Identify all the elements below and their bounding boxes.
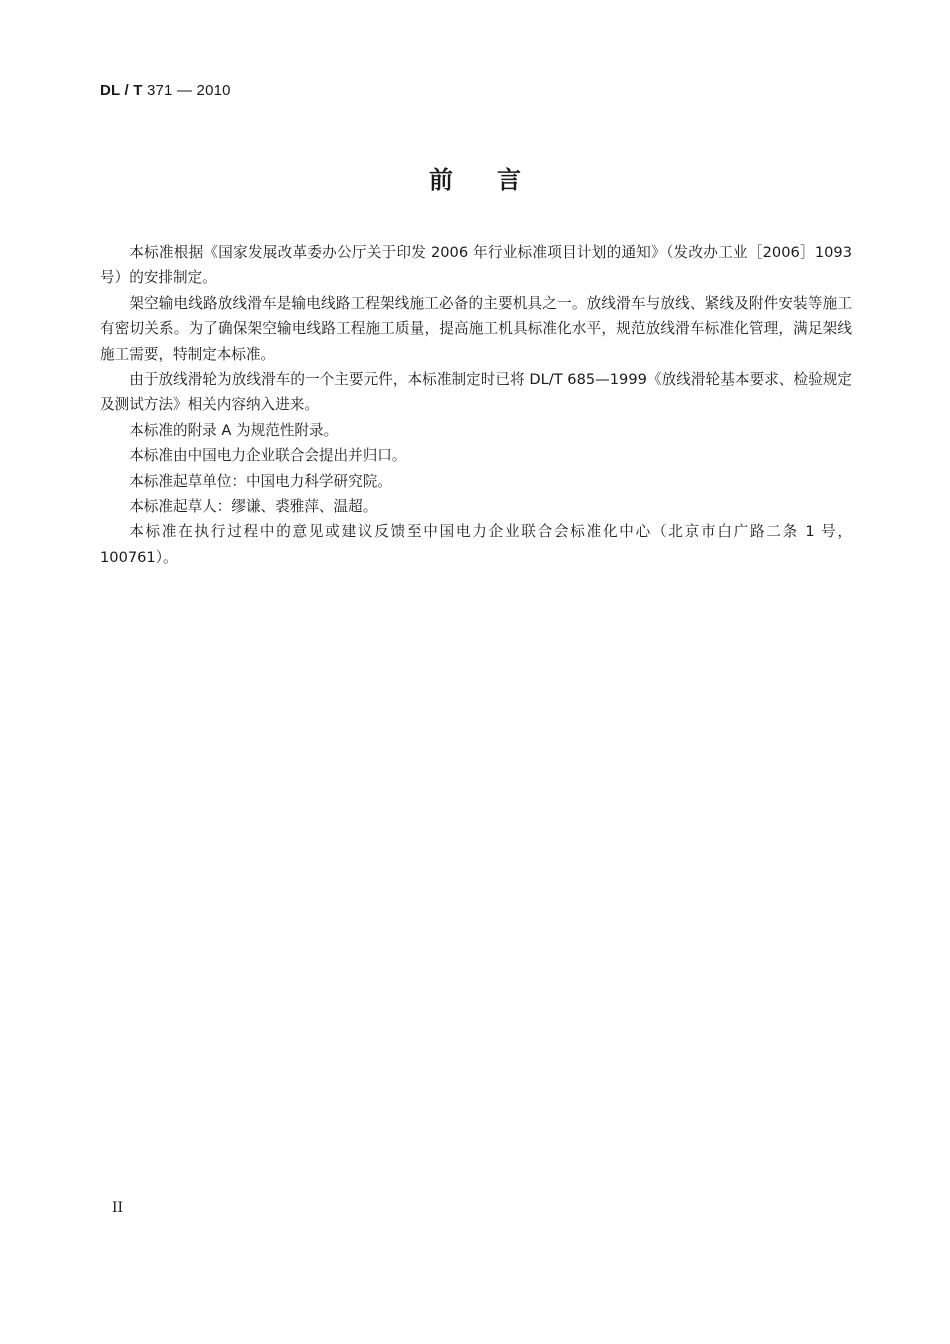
paragraph-feedback: 本标准在执行过程中的意见或建议反馈至中国电力企业联合会标准化中心（北京市白广路二条 1 号，100761）。 [100,523,852,566]
page-title: 前言 [429,166,565,194]
paragraph-basis: 本标准根据《国家发展改革委办公厅关于印发 2006 年行业标准项目计划的通知》（发改办工业［2006］1093 号）的安排制定。 [100,244,852,287]
standard-code-number: 371 — 2010 [146,82,231,99]
paragraph-appendix: 本标准的附录 A 为规范性附录。 [129,421,339,439]
foreword-body [100,240,852,570]
paragraph-drafting-unit: 本标准起草单位：中国电力科学研究院。 [129,472,392,490]
paragraph-proposer: 本标准由中国电力企业联合会提出并归口。 [129,447,407,465]
standard-code-prefix: DL / T [100,82,143,99]
standard-code-header [100,82,231,99]
page-number: II [112,1200,124,1216]
paragraph-scope: 由于放线滑轮为放线滑车的一个主要元件，本标准制定时已将 DL/T 685—1999《放线滑轮基本要求、检验规定及测试方法》相关内容纳入进来。 [100,371,852,414]
paragraph-purpose: 架空输电线路放线滑车是输电线路工程架线施工必备的主要机具之一。放线滑车与放线、紧线及附件安装等施工有密切关系。为了确保架空输电线路工程施工质量，提高施工机具标准化水平，规范放线滑车标准化管理，满足架线施工需要，特制定本标准。 [100,294,852,363]
paragraph-drafters: 本标准起草人：缪谦、裘雅萍、温超。 [129,498,378,516]
